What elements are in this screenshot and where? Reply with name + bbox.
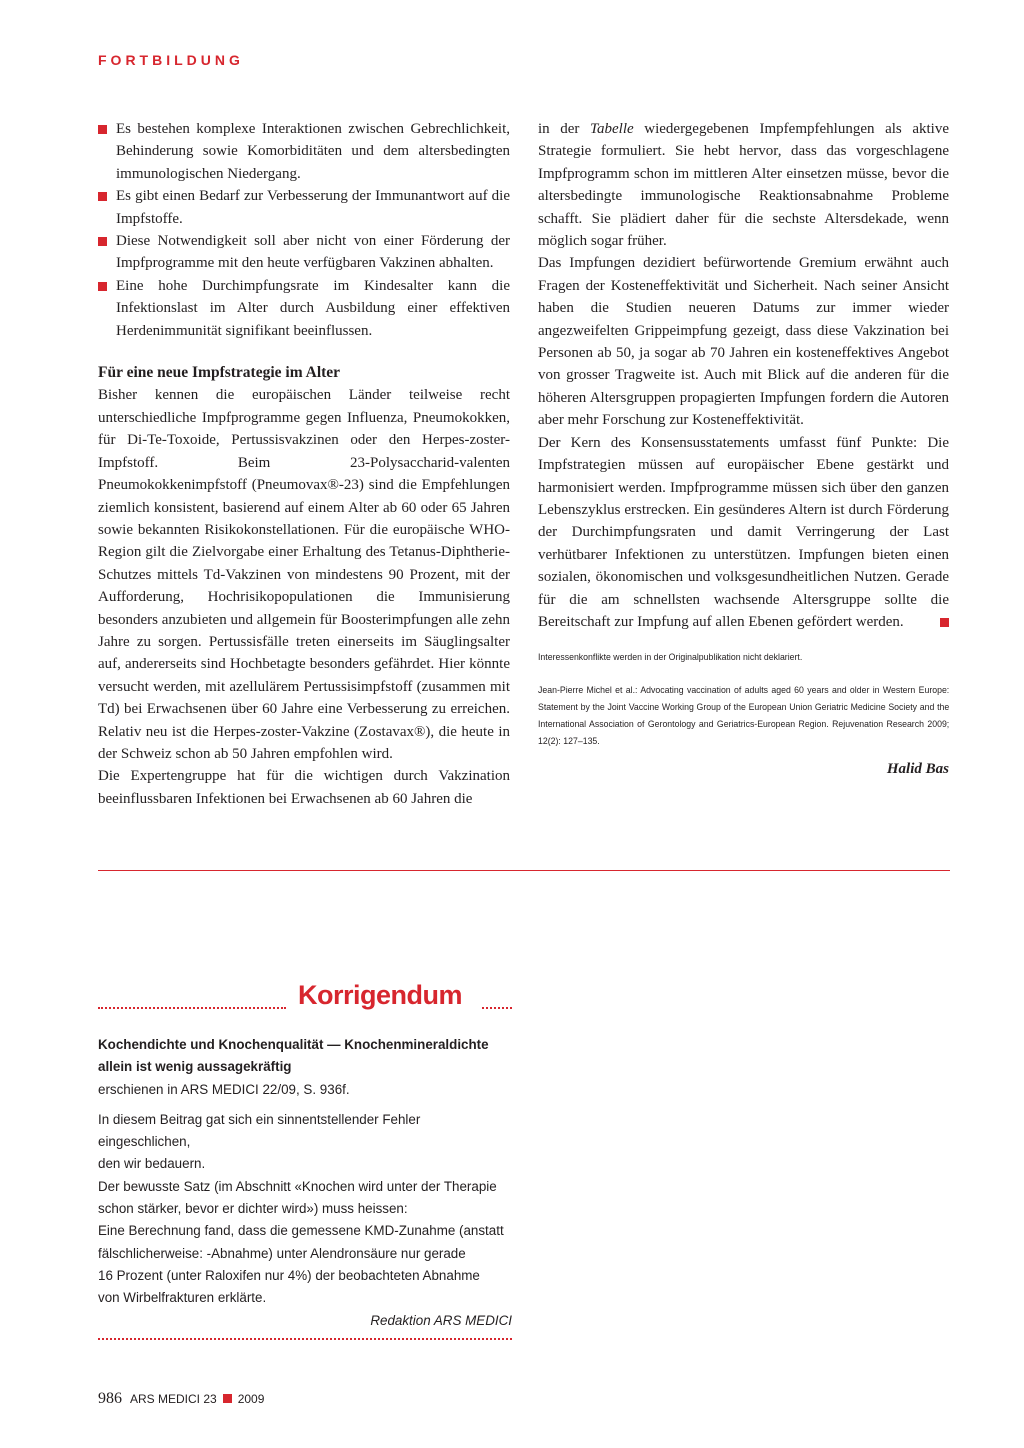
table-reference: Tabelle — [590, 121, 634, 137]
korrigendum-line: fälschlicherweise: -Abnahme) unter Alendronsäure nur gerade — [98, 1245, 466, 1261]
page-number: 986 — [98, 1390, 122, 1407]
issue-year: 2009 — [237, 1392, 265, 1406]
korrigendum-heading: allein ist wenig aussagekräftig — [98, 1059, 292, 1075]
body-paragraph — [538, 118, 949, 252]
korrigendum-signature: Redaktion ARS MEDICI — [370, 1312, 512, 1328]
end-mark — [940, 618, 949, 627]
body-text: Der Kern des Konsensusstatements umfasst fünf Punkte: Die Impfstrategien müssen auf europäischer Ebene gestärkt und harmonisiert werden. Impfprogramme müssen sich über den ganzen Lebenszyklus erstrecken. Ein gesünderes Altern ist durch Förderung der Durchimpfungsraten und damit Verringerung der Last verhütbarer Infektionen zu unterstützen. Impfungen bieten einen sozialen, ökonomischen und volksgesundheitlichen Nutzen. Gerade für die am schnellsten wachsende Altersgruppe sollte die Bereitschaft zur Impfung auf allen Ebenen gefördert werden. — [538, 434, 949, 630]
dotted-rule — [98, 1338, 512, 1340]
reference: Jean-Pierre Michel et al.: Advocating vaccination of adults aged 60 years and older in Western Europe: Statement by the Joint Vaccine Working Group of the European Union Geriatric Medicine Society and the International Association of Gerontology and Geriatrics-European Region. Rejuvenation Research 2009; 12(2): 127–135. — [538, 685, 950, 748]
bullet-item: Eine hohe Durchimpfungsrate im Kindesalter kann die Infektionslast im Alter durch Ausbildung einer effektiven Herdenimmunität signifikant beeinflussen. — [98, 275, 510, 342]
korrigendum-line: 16 Prozent (unter Raloxifen nur 4%) der beobachteten Abnahme — [98, 1267, 480, 1283]
bullet-item: Es gibt einen Bedarf zur Verbesserung der Immunantwort auf die Impfstoffe. — [98, 185, 510, 230]
conflict-note: Interessenkonflikte werden in der Originalpublikation nicht deklariert. — [538, 652, 803, 664]
korrigendum-heading: Kochendichte und Knochenqualität — Knochenmineraldichte — [98, 1037, 489, 1052]
korrigendum-line: Eine Berechnung fand, dass die gemessene KMD-Zunahme (anstatt — [98, 1223, 504, 1239]
korrigendum-line: von Wirbelfrakturen erklärte. — [98, 1290, 267, 1306]
korrigendum-source: erschienen in ARS MEDICI 22/09, S. 936f. — [98, 1081, 350, 1097]
bullet-item: Es bestehen komplexe Interaktionen zwischen Gebrechlichkeit, Behinderung sowie Komorbiditäten und dem altersbedingten immunologischen Niedergang. — [98, 118, 510, 185]
body-text: in der — [538, 121, 591, 137]
left-column — [98, 118, 510, 810]
dotted-rule — [98, 1007, 286, 1009]
footer-square — [223, 1394, 232, 1403]
body-paragraph: Die Expertengruppe hat für die wichtigen durch Vakzination beeinflussbaren Infektionen bei Erwachsenen ab 60 Jahren die — [98, 768, 510, 807]
korrigendum-header — [98, 980, 512, 1020]
body-paragraph: Bisher kennen die europäischen Länder teilweise recht unterschiedliche Impfprogramme gegen Influenza, Pneumokokken, für Di-Te-Toxoide, Pertussisvakzinen oder den Herpes-zoster-Impfstoff. Beim 23-Polysaccharid-valenten Pneumokokkenimpfstoff (Pneumovax®-23) sind die Empfehlungen ziemlich konsistent, basierend auf einem Alter ab 60 oder 65 Jahren sowie bekannten Risikokonstellationen. Für die europäische WHO-Region gilt die Zielvorgabe einer Erhaltung des Tetanus-Diphtherie-Schutzes mittels Td-Vakzinen von mindestens 90 Prozent, mit der Aufforderung, Hochrisikopopulationen die Immunisierung besonders anzubieten und allgemein für Boosterimpfungen alle zehn Jahre zu sorgen. Pertussisfälle treten einerseits im Säuglingsalter auf, andererseits sind Hochbetagte besonders gefährdet. Hier könnte versucht werden, mit azellulärem Pertussisimpfstoff (zusammen mit Td) bei Erwachsenen über 60 Jahre eine Verbesserung zu erreichen. Relativ neu ist die Herpes-zoster-Vakzine (Zostavax®), die heute in der Schweiz schon ab 50 Jahren empfohlen wird. — [98, 387, 510, 762]
right-column — [538, 118, 949, 781]
subheading: Für eine neue Impfstrategie im Alter — [98, 364, 341, 382]
dotted-rule — [482, 1007, 512, 1009]
korrigendum-box — [98, 1034, 512, 1332]
bullet-item: Diese Notwendigkeit soll aber nicht von einer Förderung der Impfprogramme mit den heute verfügbaren Vakzinen abhalten. — [98, 230, 510, 275]
korrigendum-line: den wir bedauern. — [98, 1156, 206, 1172]
author-name: Halid Bas — [886, 761, 949, 778]
korrigendum-line: schon stärker, bevor er dichter wird») muss heissen: — [98, 1201, 408, 1217]
section-divider — [98, 870, 950, 871]
journal-name: ARS MEDICI 23 — [130, 1392, 217, 1406]
page-footer — [98, 1390, 264, 1408]
korrigendum-title: Korrigendum — [298, 980, 463, 1010]
korrigendum-line: Der bewusste Satz (im Abschnitt «Knochen wird unter der Therapie — [98, 1178, 497, 1194]
body-paragraph — [538, 432, 949, 634]
body-text: wiedergegebenen Impfempfehlungen als aktive Strategie formuliert. Sie hebt hervor, dass das vorgeschlagene Impfprogramm schon im mittleren Alter einsetzen müsse, bevor die altersbedingte immunologische Reaktionsabnahme Probleme schafft. Sie plädiert daher für die sechste Altersdekade, wenn möglich sogar früher. — [538, 121, 949, 250]
korrigendum-line: In diesem Beitrag gat sich ein sinnentstellender Fehler eingeschlichen, — [98, 1111, 421, 1150]
body-paragraph: Das Impfungen dezidiert befürwortende Gremium erwähnt auch Fragen der Kosteneffektivität und Sicherheit. Nach seiner Ansicht haben die Studien neueren Datums zur immer wieder angezweifelten Grippeimpfung gezeigt, dass diese Vakzination bei Personen ab 50, ja sogar ab 70 Jahren ein kosteneffektives Angebot von grosser Tragweite ist. Auch mit Blick auf die anderen für die höheren Altersgruppen propagierten Impfungen fordern die Autoren aber mehr Forschung zur Kosteneffektivität. — [538, 255, 949, 429]
section-label: FORTBILDUNG — [98, 52, 244, 68]
